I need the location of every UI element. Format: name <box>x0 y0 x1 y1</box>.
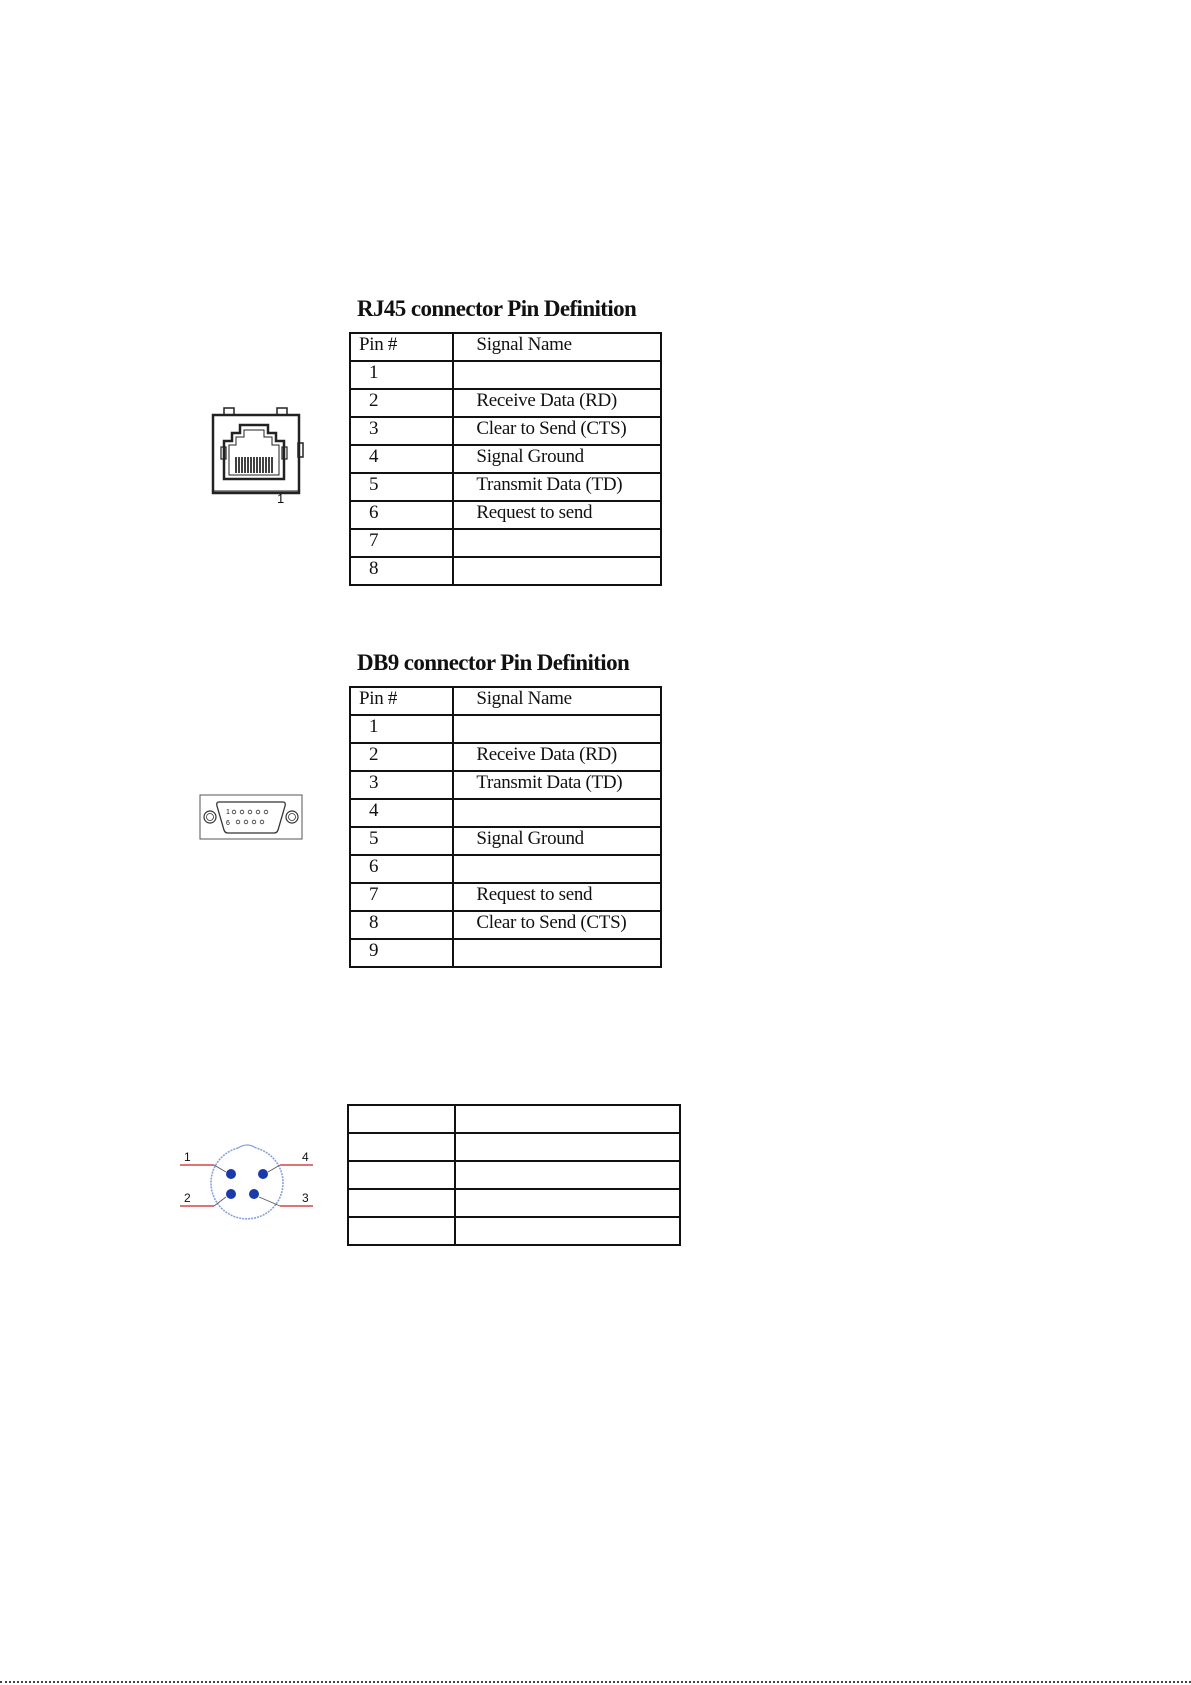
table-row <box>350 501 661 529</box>
db9-pin6-label: 6 <box>226 820 230 827</box>
pin-cell <box>348 1133 455 1161</box>
table-row <box>350 827 661 855</box>
signal-name <box>453 855 661 883</box>
signal-cell <box>455 1133 680 1161</box>
signal-name: Signal Ground <box>453 827 661 855</box>
pin-cell <box>348 1217 455 1245</box>
table-row <box>350 715 661 743</box>
rj45-pin-table <box>349 332 662 586</box>
pin-number: 8 <box>350 911 453 939</box>
table-row <box>350 445 661 473</box>
table-row <box>350 473 661 501</box>
table-header-row <box>350 333 661 361</box>
db9-pin1-label: 1 <box>226 809 230 816</box>
db9-connector-icon <box>199 794 303 840</box>
mini-din-pin-table <box>347 1104 681 1246</box>
signal-cell <box>455 1217 680 1245</box>
signal-name: Signal Ground <box>453 445 661 473</box>
table-row <box>350 939 661 967</box>
pin-number: 3 <box>350 771 453 799</box>
table-row <box>350 389 661 417</box>
signal-header: Signal Name <box>453 333 661 361</box>
pin-number: 1 <box>350 715 453 743</box>
table-row <box>350 743 661 771</box>
pin-number: 7 <box>350 529 453 557</box>
signal-cell <box>455 1189 680 1217</box>
pin-cell <box>348 1105 455 1133</box>
pin-number: 1 <box>350 361 453 389</box>
signal-name: Receive Data (RD) <box>453 743 661 771</box>
signal-header: Signal Name <box>453 687 661 715</box>
mini-din-pin1-label: 1 <box>184 1150 191 1164</box>
table-row <box>350 855 661 883</box>
table-row <box>350 771 661 799</box>
pin-number: 7 <box>350 883 453 911</box>
signal-name <box>453 529 661 557</box>
pin-number: 2 <box>350 743 453 771</box>
table-row <box>350 799 661 827</box>
pin-cell <box>348 1161 455 1189</box>
mini-din-pin2-label: 2 <box>184 1191 191 1205</box>
page-bottom-rule <box>0 1681 1191 1683</box>
mini-din-pin3-label: 3 <box>302 1191 309 1205</box>
mini-din-pin4-label: 4 <box>302 1150 309 1164</box>
signal-name <box>453 557 661 585</box>
pin-number: 4 <box>350 799 453 827</box>
pin-header: Pin # <box>350 687 453 715</box>
mini-din-connector-icon <box>180 1140 314 1224</box>
signal-name: Request to send <box>453 501 661 529</box>
signal-cell <box>455 1105 680 1133</box>
signal-name <box>453 799 661 827</box>
table-row <box>350 883 661 911</box>
table-row <box>350 529 661 557</box>
signal-name: Transmit Data (TD) <box>453 473 661 501</box>
db9-section-title: DB9 connector Pin Definition <box>357 650 630 675</box>
db9-pin-table <box>349 686 662 968</box>
pin-number: 6 <box>350 855 453 883</box>
pin-number: 4 <box>350 445 453 473</box>
signal-name: Transmit Data (TD) <box>453 771 661 799</box>
table-row <box>348 1161 680 1189</box>
table-row <box>350 417 661 445</box>
rj45-section-title: RJ45 connector Pin Definition <box>357 296 637 321</box>
signal-name <box>453 939 661 967</box>
pin-number: 9 <box>350 939 453 967</box>
signal-name: Request to send <box>453 883 661 911</box>
signal-name <box>453 361 661 389</box>
table-row <box>350 911 661 939</box>
signal-name: Receive Data (RD) <box>453 389 661 417</box>
pin-header: Pin # <box>350 333 453 361</box>
signal-name <box>453 715 661 743</box>
pin-number: 5 <box>350 827 453 855</box>
pin-number: 6 <box>350 501 453 529</box>
table-row <box>348 1189 680 1217</box>
pin-number: 5 <box>350 473 453 501</box>
rj45-connector-icon <box>210 405 310 505</box>
pin-cell <box>348 1189 455 1217</box>
table-row <box>348 1105 680 1133</box>
rj45-pin1-label: 1 <box>277 491 285 505</box>
table-row <box>348 1133 680 1161</box>
pin-number: 8 <box>350 557 453 585</box>
table-row <box>348 1217 680 1245</box>
signal-name: Clear to Send (CTS) <box>453 417 661 445</box>
table-row <box>350 361 661 389</box>
table-header-row <box>350 687 661 715</box>
signal-name: Clear to Send (CTS) <box>453 911 661 939</box>
pin-number: 2 <box>350 389 453 417</box>
table-row <box>350 557 661 585</box>
pin-number: 3 <box>350 417 453 445</box>
signal-cell <box>455 1161 680 1189</box>
